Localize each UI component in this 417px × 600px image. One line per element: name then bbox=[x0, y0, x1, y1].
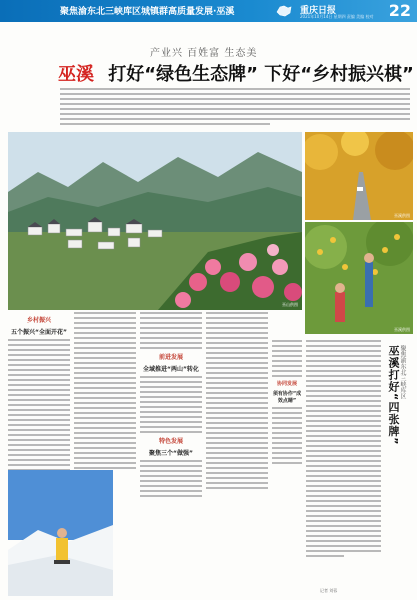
sidebar-subtitle: 聚焦渝东北三峡库区 bbox=[399, 345, 406, 399]
photo-credit: 巫溪供图 bbox=[394, 327, 410, 332]
section-subheading: 须有协作“成效点睛” bbox=[272, 391, 302, 404]
headline-main: 打好“绿色生态牌” 下好“乡村振兴棋” bbox=[108, 64, 414, 85]
fruit-picking-photo bbox=[305, 222, 413, 334]
dateline: 2021年10月14日 星期四 责编 美编 校对 bbox=[300, 14, 374, 19]
sidebar-title: 巫溪打好“四张牌” bbox=[387, 345, 400, 446]
column-3 bbox=[140, 312, 202, 500]
ski-photo bbox=[8, 470, 113, 596]
section-heading: 乡村振兴 bbox=[26, 317, 51, 324]
sidebar-byline: 记者 刘蓉 bbox=[320, 588, 338, 593]
photo-credit: 巫溪供图 bbox=[394, 213, 410, 218]
sidebar-text bbox=[306, 340, 381, 560]
section-subheading: 全域推进“两山”转化 bbox=[143, 366, 199, 373]
section-subheading: 五个振兴“全面开花” bbox=[11, 329, 67, 336]
column-4 bbox=[206, 312, 268, 492]
map-icon bbox=[275, 3, 293, 18]
autumn-road-photo bbox=[305, 132, 413, 220]
photo-credit: 巫山供图 bbox=[282, 302, 298, 307]
masthead bbox=[0, 0, 417, 22]
section-heading: 前进发展 bbox=[158, 354, 183, 361]
section-title: 聚焦渝东北三峡库区城镇群高质量发展·巫溪 bbox=[60, 7, 235, 17]
column-1 bbox=[8, 312, 70, 479]
newspaper-brand: 重庆日报 bbox=[300, 6, 337, 16]
kicker: 产业兴 百姓富 生态美 bbox=[150, 48, 258, 59]
headline bbox=[58, 60, 414, 86]
section-heading: 协同发展 bbox=[276, 381, 297, 387]
column-5 bbox=[272, 340, 302, 467]
column-2 bbox=[74, 312, 136, 472]
headline-place: 巫溪 bbox=[58, 64, 94, 85]
section-subheading: 聚焦三个“做强” bbox=[149, 450, 193, 457]
section-heading: 特色发展 bbox=[158, 438, 183, 445]
page-number: 22 bbox=[388, 1, 411, 20]
village-flowers-photo bbox=[8, 132, 302, 310]
lead-paragraph bbox=[60, 88, 410, 126]
